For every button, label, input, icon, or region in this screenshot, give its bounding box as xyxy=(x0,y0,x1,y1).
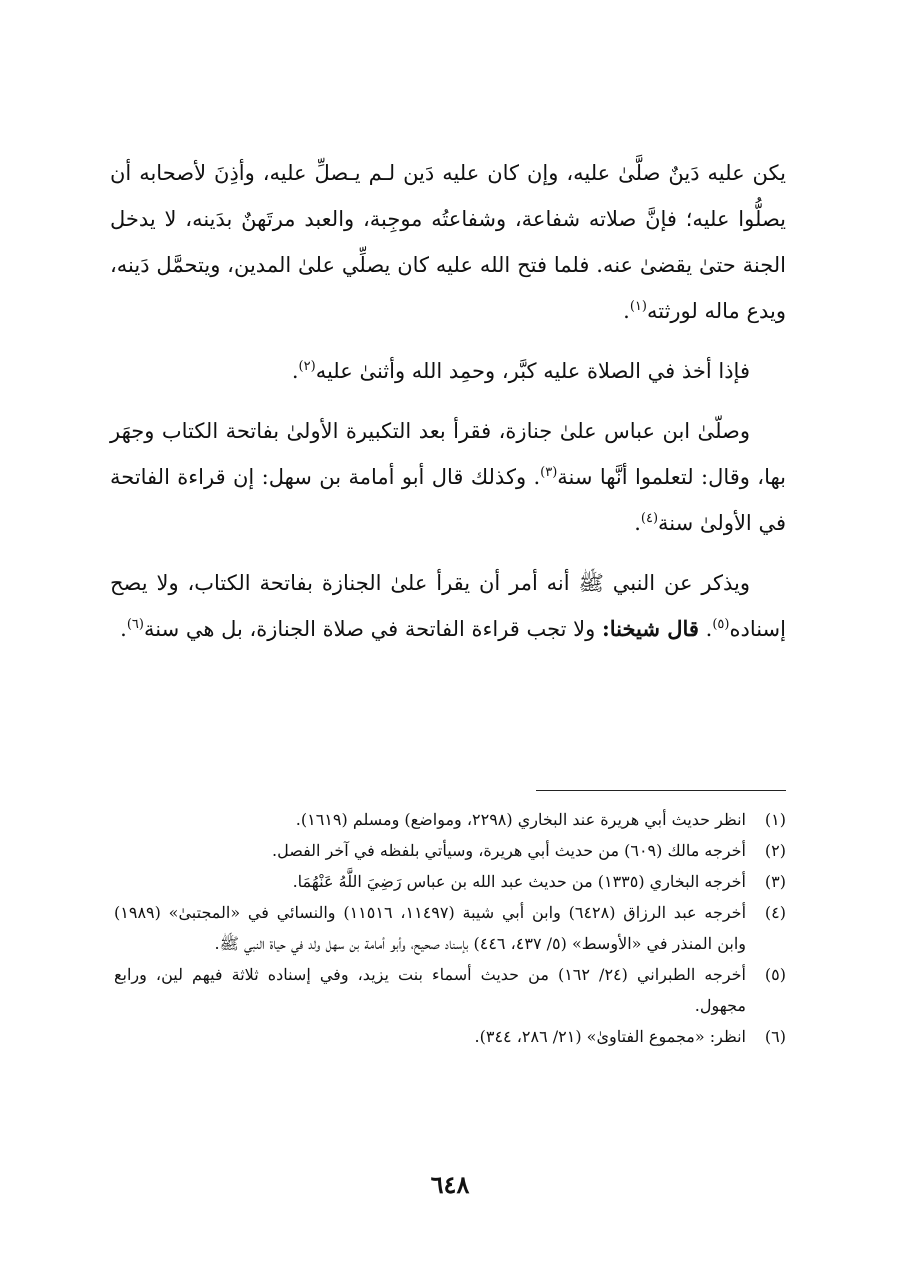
footnote-2-number: (٢) xyxy=(764,841,786,860)
paragraph-4-bold-label: قال شيخنا: xyxy=(601,616,699,641)
paragraph-2-end: . xyxy=(291,359,299,383)
paragraph-2-text: فإذا أخذ في الصلاة عليه كبَّر، وحمِد الله وأثنىٰ عليه xyxy=(315,359,750,383)
paragraph-3-end: . xyxy=(634,511,641,535)
paragraph-3-text-b: . وكذلك قال أبو أمامة بن سهل: إن قراءة الفاتحة في الأولىٰ سنة xyxy=(110,465,786,535)
footnote-ref-4: (٤) xyxy=(640,511,659,526)
footnote-5-number: (٥) xyxy=(764,965,786,984)
footnote-4-text: أخرجه عبد الرزاق (٦٤٢٨) وابن أبي شيبة (١١٤٩٧، ١١٥١٦) والنسائي في «المجتبىٰ» (١٩٨٩) وابن المنذر في «الأوسط» (٥/ ٤٣٧، ٤٤٦) بإسناد صحيح، وأبو أمامة بن سهل ولد في حياة النبي ﷺ. xyxy=(114,903,747,953)
footnote-ref-5: (٥) xyxy=(712,617,730,632)
paragraph-4-sep: . xyxy=(698,617,713,641)
footnote-1-text: انظر حديث أبي هريرة عند البخاري (٢٢٩٨، ومواضع) ومسلم (١٦١٩). xyxy=(295,810,746,829)
footnote-ref-3: (٣) xyxy=(540,465,558,480)
paragraph-4 xyxy=(110,560,786,652)
footnote-divider xyxy=(536,790,786,791)
footnote-1 xyxy=(114,804,786,835)
paragraph-1 xyxy=(110,150,786,334)
paragraph-4-text-b: ولا تجب قراءة الفاتحة في صلاة الجنازة، بل هي سنة xyxy=(143,617,602,641)
paragraph-1-text: يكن عليه دَينٌ صلَّىٰ عليه، وإن كان عليه دَين لـم يـصلِّ عليه، وأذِنَ لأصحابه أن يصلُّوا عليه؛ فإنَّ صلاته شفاعة، وشفاعتُه موجِبة، والعبد مرتَهنٌ بدَينه، لا يدخل الجنة حتىٰ يقضىٰ عنه. فلما فتح الله عليه كان يصلِّي علىٰ المدين، ويتحمَّل دَينه، ويدع ماله لورثته xyxy=(110,161,786,323)
paragraph-4-text-a: ويذكر عن النبي ﷺ أنه أمر أن يقرأ علىٰ الجنازة بفاتحة الكتاب، ولا يصح إسناده xyxy=(110,571,786,641)
footnote-ref-2: (٢) xyxy=(298,359,316,374)
footnote-2-text: أخرجه مالك (٦٠٩) من حديث أبي هريرة، وسيأتي بلفظه في آخر الفصل. xyxy=(272,841,746,860)
paragraph-3-text-a: وصلّىٰ ابن عباس علىٰ جنازة، فقرأ بعد التكبيرة الأولىٰ بفاتحة الكتاب وجهَر بها، وقال: لتعلموا أنَّها سنة xyxy=(110,419,786,489)
footnote-6-number: (٦) xyxy=(764,1027,786,1046)
footnote-6 xyxy=(114,1021,786,1052)
footnote-3-text: أخرجه البخاري (١٣٣٥) من حديث عبد الله بن عباس رَضِيَ اللَّهُ عَنْهُمَا. xyxy=(292,872,746,891)
footnote-4 xyxy=(114,897,786,959)
footnote-2 xyxy=(114,835,786,866)
paragraph-4-end: . xyxy=(120,617,127,641)
footnotes xyxy=(114,804,786,1052)
paragraph-2 xyxy=(110,348,786,394)
footnote-1-number: (١) xyxy=(764,810,786,829)
page-number: ٦٤٨ xyxy=(430,1170,470,1199)
footnote-4-number: (٤) xyxy=(764,903,786,922)
paragraph-1-end: . xyxy=(623,299,630,323)
footnote-ref-1: (١) xyxy=(629,299,647,314)
footnote-5-text: أخرجه الطبراني (٢٤/ ١٦٢) من حديث أسماء بنت يزيد، وفي إسناده ثلاثة فيهم لين، ورابع مجهول. xyxy=(114,965,746,1015)
footnote-ref-6: (٦) xyxy=(126,617,144,632)
footnote-3-number: (٣) xyxy=(764,872,786,891)
paragraph-3 xyxy=(110,408,786,546)
footnote-6-text: انظر: «مجموع الفتاوىٰ» (٢١/ ٢٨٦، ٣٤٤). xyxy=(474,1027,746,1046)
footnote-3 xyxy=(114,866,786,897)
footnote-5 xyxy=(114,959,786,1021)
main-text xyxy=(110,150,786,666)
